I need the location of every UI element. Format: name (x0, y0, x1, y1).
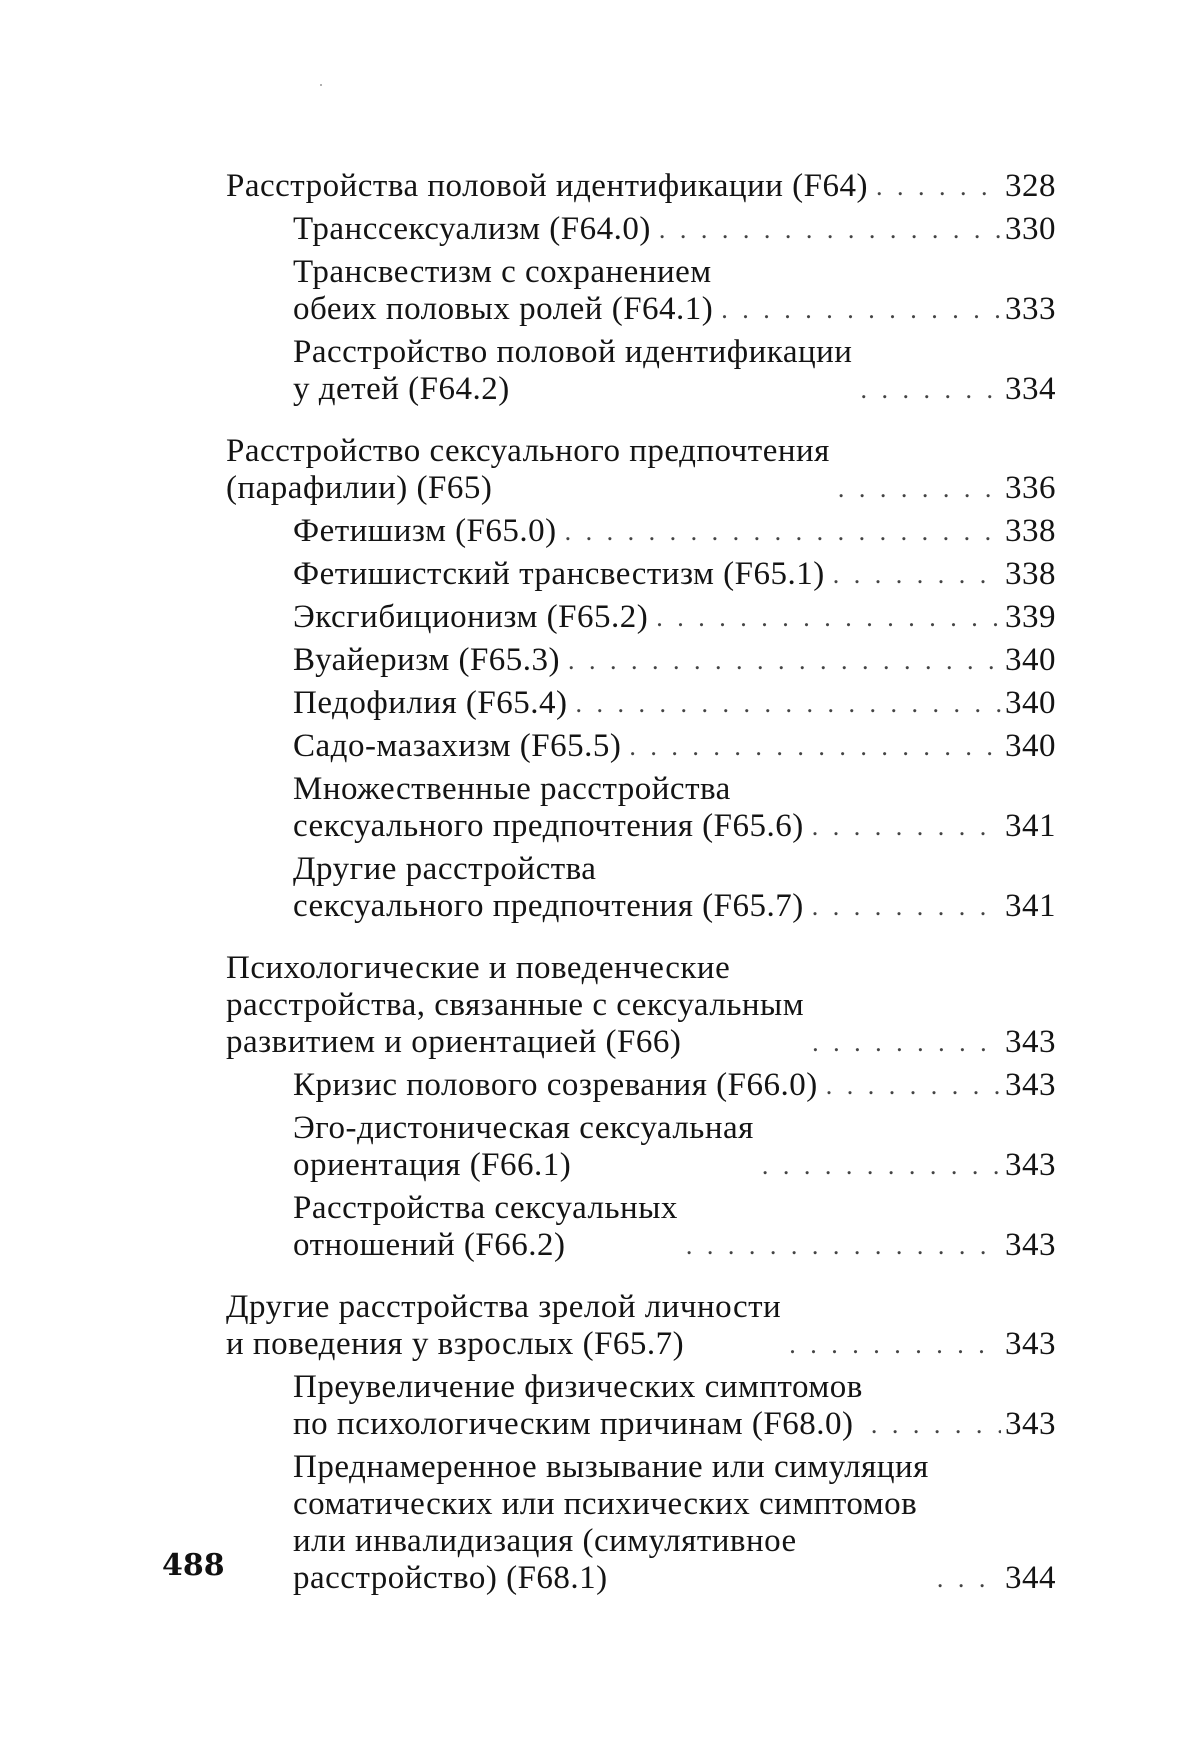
dot-leader (871, 1406, 1001, 1443)
toc-entry-page-number: 340 (1005, 728, 1056, 764)
toc-subsection-entry[interactable] (226, 1190, 1056, 1264)
toc-entry-page-number: 343 (1005, 1227, 1056, 1263)
dot-leader (659, 211, 1001, 248)
toc-subsection-entry[interactable] (226, 254, 1056, 328)
dot-leader (686, 1227, 1001, 1264)
toc-entry-page-number: 334 (1005, 371, 1056, 407)
toc-entry-title: Фетишистский трансвестизм (F65.1) (293, 556, 825, 592)
toc-entry-title: Вуайеризм (F65.3) (293, 642, 561, 678)
toc-entry-title: Фетишизм (F65.0) (293, 513, 557, 549)
toc-section-entry[interactable] (226, 950, 1056, 1061)
toc-entry-title: Преднамеренное вызывание или симуляция соматических или психических симптомов или инвалидизация (симулятивное расстройство) (F68.1) (293, 1449, 929, 1596)
table-of-contents (226, 168, 1056, 1597)
toc-subsection-entry[interactable] (226, 642, 1056, 679)
toc-entry-title: Другие расстройства зрелой личности и поведения у взрослых (F65.7) (226, 1289, 782, 1362)
toc-entry-page-number: 343 (1005, 1147, 1056, 1183)
dot-leader (812, 808, 1001, 845)
dot-leader (721, 291, 1001, 328)
toc-entry-title: Расстройство сексуального предпочтения (парафилии) (F65) (226, 433, 830, 506)
toc-entry-page-number: 340 (1005, 642, 1056, 678)
toc-entry-title: Садо-мазахизм (F65.5) (293, 728, 622, 764)
dot-leader (568, 642, 1001, 679)
entry-spacer (226, 925, 1056, 950)
toc-subsection-entry[interactable] (226, 1067, 1056, 1104)
toc-entry-page-number: 344 (1005, 1560, 1056, 1596)
page-number: 488 (162, 1548, 225, 1583)
toc-subsection-entry[interactable] (226, 771, 1056, 845)
dot-leader (629, 728, 1001, 765)
toc-entry-title: Расстройство половой идентификации у детей (F64.2) (293, 334, 853, 407)
toc-subsection-entry[interactable] (226, 556, 1056, 593)
toc-subsection-entry[interactable] (226, 599, 1056, 636)
dot-leader (826, 1067, 1001, 1104)
toc-entry-page-number: 341 (1005, 808, 1056, 844)
toc-subsection-entry[interactable] (226, 685, 1056, 722)
toc-entry-title: Другие расстройства сексуального предпочтения (F65.7) (293, 851, 804, 924)
toc-section-entry[interactable] (226, 168, 1056, 205)
toc-entry-page-number: 328 (1005, 168, 1056, 204)
toc-section-entry[interactable] (226, 1289, 1056, 1363)
toc-subsection-entry[interactable] (226, 728, 1056, 765)
toc-subsection-entry[interactable] (226, 851, 1056, 925)
toc-entry-page-number: 339 (1005, 599, 1056, 635)
toc-subsection-entry[interactable] (226, 1110, 1056, 1184)
dot-leader (937, 1560, 1001, 1597)
entry-spacer (226, 408, 1056, 433)
toc-entry-title: Множественные расстройства сексуального предпочтения (F65.6) (293, 771, 804, 844)
toc-entry-page-number: 343 (1005, 1326, 1056, 1362)
toc-entry-title: Кризис полового созревания (F66.0) (293, 1067, 818, 1103)
toc-subsection-entry[interactable] (226, 334, 1056, 408)
toc-entry-page-number: 343 (1005, 1024, 1056, 1060)
dot-leader (833, 556, 1001, 593)
toc-entry-page-number: 340 (1005, 685, 1056, 721)
toc-entry-title: Расстройства сексуальных отношений (F66.2) (293, 1190, 678, 1263)
toc-entry-page-number: 333 (1005, 291, 1056, 327)
dot-leader (876, 168, 1001, 205)
toc-entry-title: Расстройства половой идентификации (F64) (226, 168, 868, 204)
dot-leader (838, 470, 1001, 507)
toc-entry-title: Транссексуализм (F64.0) (293, 211, 651, 247)
dot-leader (860, 371, 1001, 408)
toc-entry-page-number: 343 (1005, 1067, 1056, 1103)
dot-leader (789, 1326, 1001, 1363)
toc-entry-page-number: 338 (1005, 556, 1056, 592)
toc-entry-title: Психологические и поведенческие расстройства, связанные с сексуальным развитием и ориентацией (F66) (226, 950, 805, 1060)
toc-entry-title: Трансвестизм с сохранением обеих половых ролей (F64.1) (293, 254, 714, 327)
dot-leader (565, 513, 1001, 550)
toc-entry-title: Педофилия (F65.4) (293, 685, 568, 721)
dot-leader (762, 1147, 1001, 1184)
dot-leader (812, 888, 1001, 925)
dot-leader (576, 685, 1001, 722)
scan-speck (320, 84, 322, 86)
toc-entry-page-number: 343 (1005, 1406, 1056, 1442)
toc-entry-page-number: 336 (1005, 470, 1056, 506)
dot-leader (812, 1024, 1001, 1061)
toc-subsection-entry[interactable] (226, 211, 1056, 248)
entry-spacer (226, 1264, 1056, 1289)
toc-entry-title: Эго-дистоническая сексуальная ориентация (F66.1) (293, 1110, 754, 1183)
toc-subsection-entry[interactable] (226, 1449, 1056, 1597)
toc-entry-title: Преувеличение физических симптомов по психологическим причинам (F68.0) (293, 1369, 863, 1442)
dot-leader (656, 599, 1001, 636)
toc-section-entry[interactable] (226, 433, 1056, 507)
toc-entry-page-number: 330 (1005, 211, 1056, 247)
toc-subsection-entry[interactable] (226, 1369, 1056, 1443)
toc-entry-page-number: 341 (1005, 888, 1056, 924)
toc-subsection-entry[interactable] (226, 513, 1056, 550)
toc-entry-title: Эксгибиционизм (F65.2) (293, 599, 649, 635)
toc-entry-page-number: 338 (1005, 513, 1056, 549)
